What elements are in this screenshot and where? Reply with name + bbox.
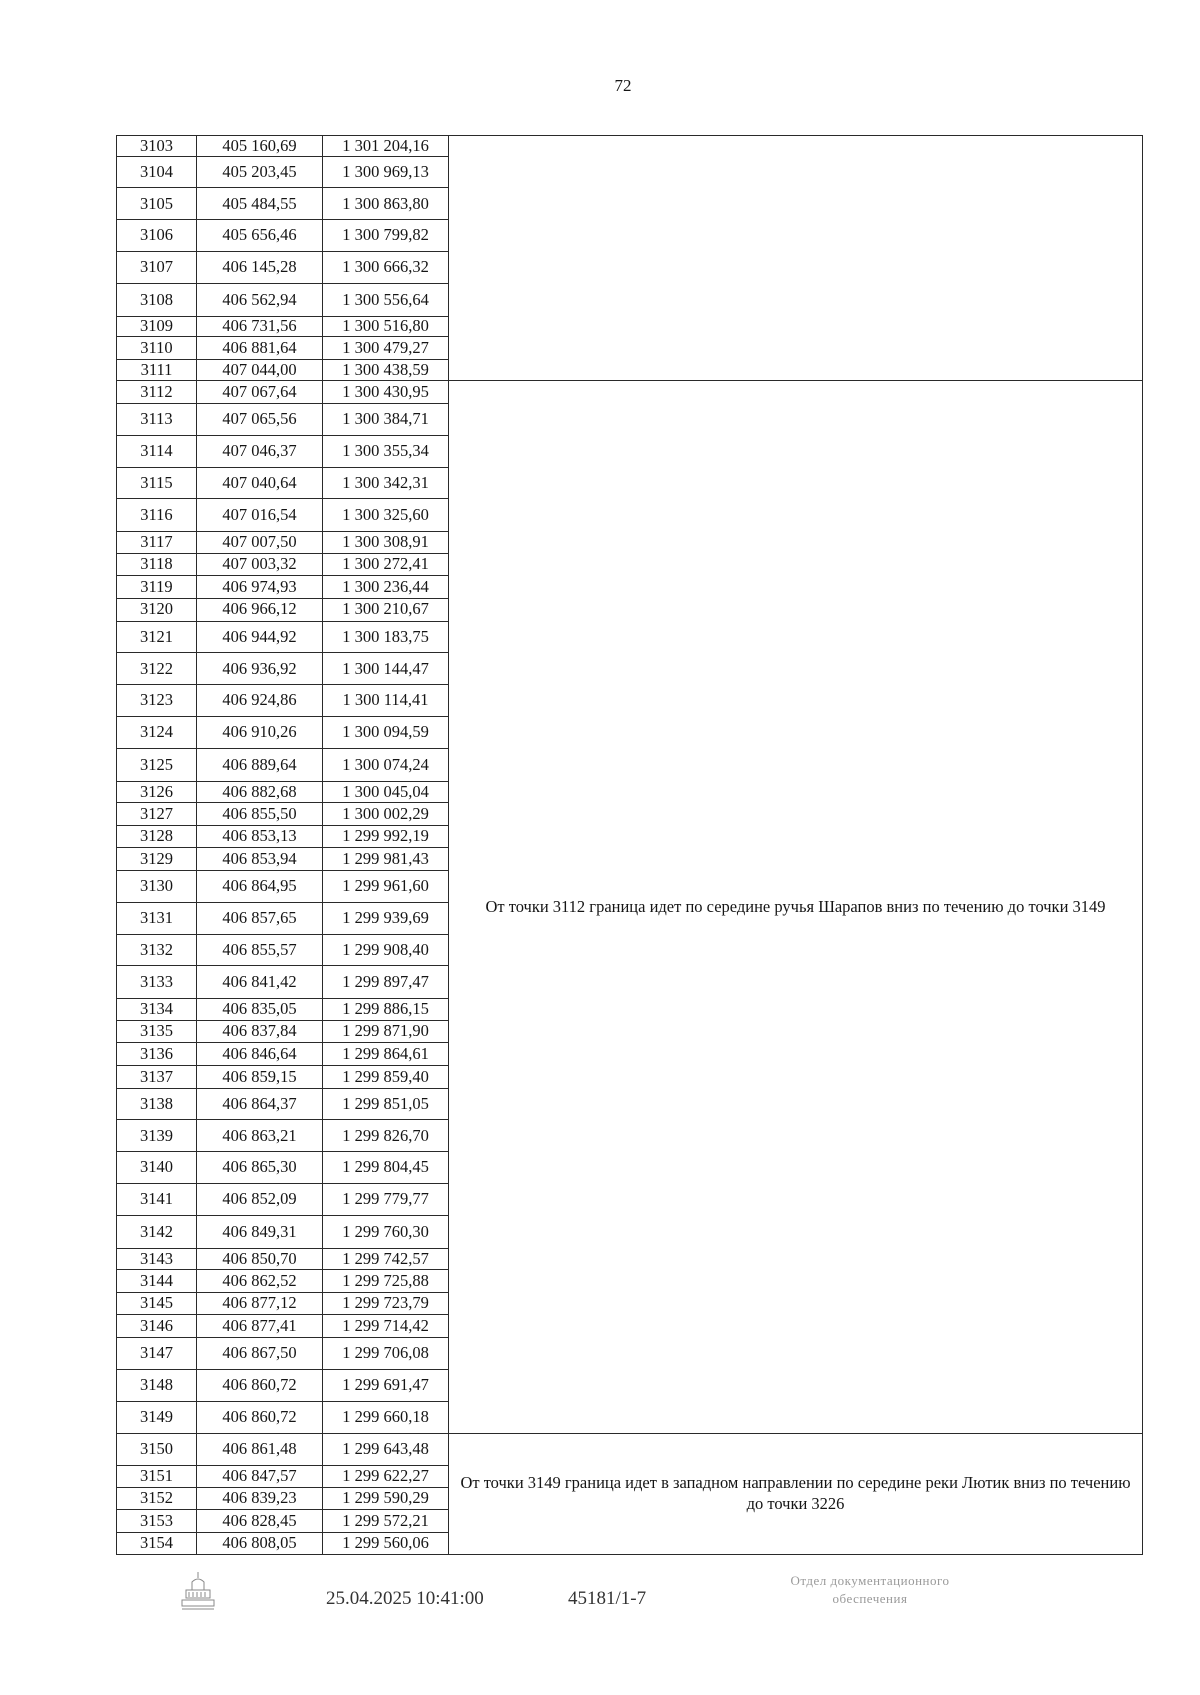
x-coordinate-cell: 406 889,64 <box>197 748 323 781</box>
x-coordinate-cell: 406 145,28 <box>197 252 323 284</box>
point-number-cell: 3108 <box>117 283 197 316</box>
y-coordinate-cell: 1 301 204,16 <box>323 136 449 157</box>
point-number-cell: 3103 <box>117 136 197 157</box>
footer-registration-number: 45181/1-7 <box>568 1588 647 1609</box>
y-coordinate-cell: 1 300 384,71 <box>323 403 449 435</box>
x-coordinate-cell: 406 846,64 <box>197 1043 323 1066</box>
point-number-cell: 3131 <box>117 902 197 934</box>
y-coordinate-cell: 1 299 851,05 <box>323 1088 449 1120</box>
x-coordinate-cell: 405 203,45 <box>197 156 323 188</box>
point-number-cell: 3121 <box>117 621 197 653</box>
y-coordinate-cell: 1 300 355,34 <box>323 435 449 467</box>
y-coordinate-cell: 1 299 725,88 <box>323 1270 449 1293</box>
x-coordinate-cell: 406 863,21 <box>197 1120 323 1152</box>
x-coordinate-cell: 406 861,48 <box>197 1433 323 1466</box>
point-number-cell: 3126 <box>117 781 197 803</box>
y-coordinate-cell: 1 299 572,21 <box>323 1510 449 1533</box>
y-coordinate-cell: 1 300 074,24 <box>323 748 449 781</box>
x-coordinate-cell: 406 860,72 <box>197 1401 323 1433</box>
y-coordinate-cell: 1 300 002,29 <box>323 803 449 826</box>
page-number: 72 <box>614 76 632 95</box>
point-number-cell: 3138 <box>117 1088 197 1120</box>
y-coordinate-cell: 1 299 660,18 <box>323 1401 449 1433</box>
y-coordinate-cell: 1 299 804,45 <box>323 1152 449 1184</box>
y-coordinate-cell: 1 299 643,48 <box>323 1433 449 1466</box>
y-coordinate-cell: 1 299 939,69 <box>323 902 449 934</box>
x-coordinate-cell: 406 855,50 <box>197 803 323 826</box>
point-number-cell: 3115 <box>117 467 197 499</box>
x-coordinate-cell: 406 839,23 <box>197 1487 323 1510</box>
x-coordinate-cell: 406 974,93 <box>197 576 323 599</box>
x-coordinate-cell: 406 877,41 <box>197 1315 323 1338</box>
point-number-cell: 3144 <box>117 1270 197 1293</box>
x-coordinate-cell: 406 837,84 <box>197 1020 323 1043</box>
y-coordinate-cell: 1 299 826,70 <box>323 1120 449 1152</box>
x-coordinate-cell: 407 067,64 <box>197 381 323 404</box>
point-number-cell: 3154 <box>117 1533 197 1555</box>
y-coordinate-cell: 1 300 210,67 <box>323 598 449 621</box>
x-coordinate-cell: 406 864,37 <box>197 1088 323 1120</box>
table-row <box>117 136 1143 157</box>
x-coordinate-cell: 406 944,92 <box>197 621 323 653</box>
y-coordinate-cell: 1 299 714,42 <box>323 1315 449 1338</box>
point-number-cell: 3114 <box>117 435 197 467</box>
y-coordinate-cell: 1 299 981,43 <box>323 848 449 871</box>
x-coordinate-cell: 406 882,68 <box>197 781 323 803</box>
point-number-cell: 3136 <box>117 1043 197 1066</box>
y-coordinate-cell: 1 299 864,61 <box>323 1043 449 1066</box>
emblem-icon <box>178 1568 218 1614</box>
x-coordinate-cell: 406 853,94 <box>197 848 323 871</box>
y-coordinate-cell: 1 300 666,32 <box>323 252 449 284</box>
point-number-cell: 3152 <box>117 1487 197 1510</box>
point-number-cell: 3117 <box>117 532 197 554</box>
point-number-cell: 3122 <box>117 653 197 685</box>
boundary-description-cell <box>449 136 1143 381</box>
point-number-cell: 3153 <box>117 1510 197 1533</box>
x-coordinate-cell: 406 841,42 <box>197 966 323 999</box>
point-number-cell: 3124 <box>117 717 197 749</box>
footer-datetime: 25.04.2025 10:41:00 <box>326 1588 484 1609</box>
y-coordinate-cell: 1 299 560,06 <box>323 1533 449 1555</box>
point-number-cell: 3132 <box>117 934 197 966</box>
y-coordinate-cell: 1 300 430,95 <box>323 381 449 404</box>
x-coordinate-cell: 406 853,13 <box>197 825 323 848</box>
point-number-cell: 3139 <box>117 1120 197 1152</box>
coordinates-table <box>116 135 1143 1555</box>
x-coordinate-cell: 407 044,00 <box>197 359 323 381</box>
y-coordinate-cell: 1 299 871,90 <box>323 1020 449 1043</box>
x-coordinate-cell: 406 847,57 <box>197 1466 323 1488</box>
x-coordinate-cell: 406 835,05 <box>197 999 323 1021</box>
y-coordinate-cell: 1 300 144,47 <box>323 653 449 685</box>
y-coordinate-cell: 1 299 760,30 <box>323 1215 449 1248</box>
y-coordinate-cell: 1 300 516,80 <box>323 316 449 337</box>
x-coordinate-cell: 407 016,54 <box>197 499 323 532</box>
point-number-cell: 3123 <box>117 685 197 717</box>
y-coordinate-cell: 1 300 045,04 <box>323 781 449 803</box>
point-number-cell: 3150 <box>117 1433 197 1466</box>
y-coordinate-cell: 1 299 779,77 <box>323 1184 449 1216</box>
y-coordinate-cell: 1 300 479,27 <box>323 337 449 360</box>
point-number-cell: 3113 <box>117 403 197 435</box>
x-coordinate-cell: 406 867,50 <box>197 1338 323 1370</box>
table-row <box>117 381 1143 404</box>
point-number-cell: 3140 <box>117 1152 197 1184</box>
x-coordinate-cell: 406 849,31 <box>197 1215 323 1248</box>
y-coordinate-cell: 1 300 308,91 <box>323 532 449 554</box>
point-number-cell: 3104 <box>117 156 197 188</box>
point-number-cell: 3149 <box>117 1401 197 1433</box>
point-number-cell: 3125 <box>117 748 197 781</box>
x-coordinate-cell: 406 808,05 <box>197 1533 323 1555</box>
y-coordinate-cell: 1 300 969,13 <box>323 156 449 188</box>
y-coordinate-cell: 1 300 272,41 <box>323 553 449 576</box>
coordinates-table-body <box>117 136 1143 1555</box>
point-number-cell: 3112 <box>117 381 197 404</box>
x-coordinate-cell: 406 855,57 <box>197 934 323 966</box>
x-coordinate-cell: 405 656,46 <box>197 220 323 252</box>
y-coordinate-cell: 1 300 114,41 <box>323 685 449 717</box>
y-coordinate-cell: 1 300 236,44 <box>323 576 449 599</box>
x-coordinate-cell: 406 828,45 <box>197 1510 323 1533</box>
point-number-cell: 3137 <box>117 1066 197 1089</box>
y-coordinate-cell: 1 299 961,60 <box>323 870 449 902</box>
y-coordinate-cell: 1 299 992,19 <box>323 825 449 848</box>
x-coordinate-cell: 406 881,64 <box>197 337 323 360</box>
y-coordinate-cell: 1 300 342,31 <box>323 467 449 499</box>
x-coordinate-cell: 406 865,30 <box>197 1152 323 1184</box>
x-coordinate-cell: 406 862,52 <box>197 1270 323 1293</box>
point-number-cell: 3109 <box>117 316 197 337</box>
point-number-cell: 3111 <box>117 359 197 381</box>
y-coordinate-cell: 1 300 863,80 <box>323 188 449 220</box>
point-number-cell: 3135 <box>117 1020 197 1043</box>
y-coordinate-cell: 1 300 556,64 <box>323 283 449 316</box>
x-coordinate-cell: 406 731,56 <box>197 316 323 337</box>
point-number-cell: 3151 <box>117 1466 197 1488</box>
stamp-line-2: обеспечения <box>832 1590 908 1606</box>
x-coordinate-cell: 407 046,37 <box>197 435 323 467</box>
point-number-cell: 3127 <box>117 803 197 826</box>
boundary-description-cell: От точки 3149 граница идет в западном направлении по середине реки Лютик вниз по течению до точки 3226 <box>449 1433 1143 1555</box>
point-number-cell: 3118 <box>117 553 197 576</box>
table-row <box>117 1433 1143 1466</box>
stamp-line-1: Отдел документационного <box>790 1573 950 1588</box>
x-coordinate-cell: 405 484,55 <box>197 188 323 220</box>
y-coordinate-cell: 1 300 799,82 <box>323 220 449 252</box>
point-number-cell: 3133 <box>117 966 197 999</box>
y-coordinate-cell: 1 300 325,60 <box>323 499 449 532</box>
point-number-cell: 3110 <box>117 337 197 360</box>
x-coordinate-cell: 406 966,12 <box>197 598 323 621</box>
x-coordinate-cell: 407 003,32 <box>197 553 323 576</box>
point-number-cell: 3128 <box>117 825 197 848</box>
y-coordinate-cell: 1 299 859,40 <box>323 1066 449 1089</box>
department-stamp <box>700 1572 1040 1607</box>
point-number-cell: 3143 <box>117 1248 197 1270</box>
point-number-cell: 3106 <box>117 220 197 252</box>
y-coordinate-cell: 1 299 590,29 <box>323 1487 449 1510</box>
point-number-cell: 3120 <box>117 598 197 621</box>
point-number-cell: 3130 <box>117 870 197 902</box>
y-coordinate-cell: 1 300 183,75 <box>323 621 449 653</box>
y-coordinate-cell: 1 300 438,59 <box>323 359 449 381</box>
x-coordinate-cell: 406 864,95 <box>197 870 323 902</box>
x-coordinate-cell: 405 160,69 <box>197 136 323 157</box>
y-coordinate-cell: 1 299 706,08 <box>323 1338 449 1370</box>
boundary-description-cell: От точки 3112 граница идет по середине ручья Шарапов вниз по течению до точки 3149 <box>449 381 1143 1433</box>
y-coordinate-cell: 1 299 908,40 <box>323 934 449 966</box>
y-coordinate-cell: 1 299 691,47 <box>323 1369 449 1401</box>
point-number-cell: 3129 <box>117 848 197 871</box>
y-coordinate-cell: 1 300 094,59 <box>323 717 449 749</box>
point-number-cell: 3142 <box>117 1215 197 1248</box>
point-number-cell: 3145 <box>117 1292 197 1315</box>
x-coordinate-cell: 406 857,65 <box>197 902 323 934</box>
point-number-cell: 3147 <box>117 1338 197 1370</box>
y-coordinate-cell: 1 299 886,15 <box>323 999 449 1021</box>
x-coordinate-cell: 406 877,12 <box>197 1292 323 1315</box>
x-coordinate-cell: 406 924,86 <box>197 685 323 717</box>
point-number-cell: 3116 <box>117 499 197 532</box>
point-number-cell: 3148 <box>117 1369 197 1401</box>
point-number-cell: 3146 <box>117 1315 197 1338</box>
y-coordinate-cell: 1 299 622,27 <box>323 1466 449 1488</box>
x-coordinate-cell: 406 859,15 <box>197 1066 323 1089</box>
page-footer <box>0 1568 1200 1628</box>
point-number-cell: 3107 <box>117 252 197 284</box>
coordinates-table-wrapper <box>116 135 1143 1555</box>
y-coordinate-cell: 1 299 742,57 <box>323 1248 449 1270</box>
point-number-cell: 3134 <box>117 999 197 1021</box>
point-number-cell: 3119 <box>117 576 197 599</box>
point-number-cell: 3141 <box>117 1184 197 1216</box>
x-coordinate-cell: 406 852,09 <box>197 1184 323 1216</box>
y-coordinate-cell: 1 299 723,79 <box>323 1292 449 1315</box>
x-coordinate-cell: 406 850,70 <box>197 1248 323 1270</box>
x-coordinate-cell: 407 007,50 <box>197 532 323 554</box>
x-coordinate-cell: 406 910,26 <box>197 717 323 749</box>
x-coordinate-cell: 406 936,92 <box>197 653 323 685</box>
point-number-cell: 3105 <box>117 188 197 220</box>
x-coordinate-cell: 407 065,56 <box>197 403 323 435</box>
x-coordinate-cell: 406 562,94 <box>197 283 323 316</box>
y-coordinate-cell: 1 299 897,47 <box>323 966 449 999</box>
x-coordinate-cell: 407 040,64 <box>197 467 323 499</box>
x-coordinate-cell: 406 860,72 <box>197 1369 323 1401</box>
